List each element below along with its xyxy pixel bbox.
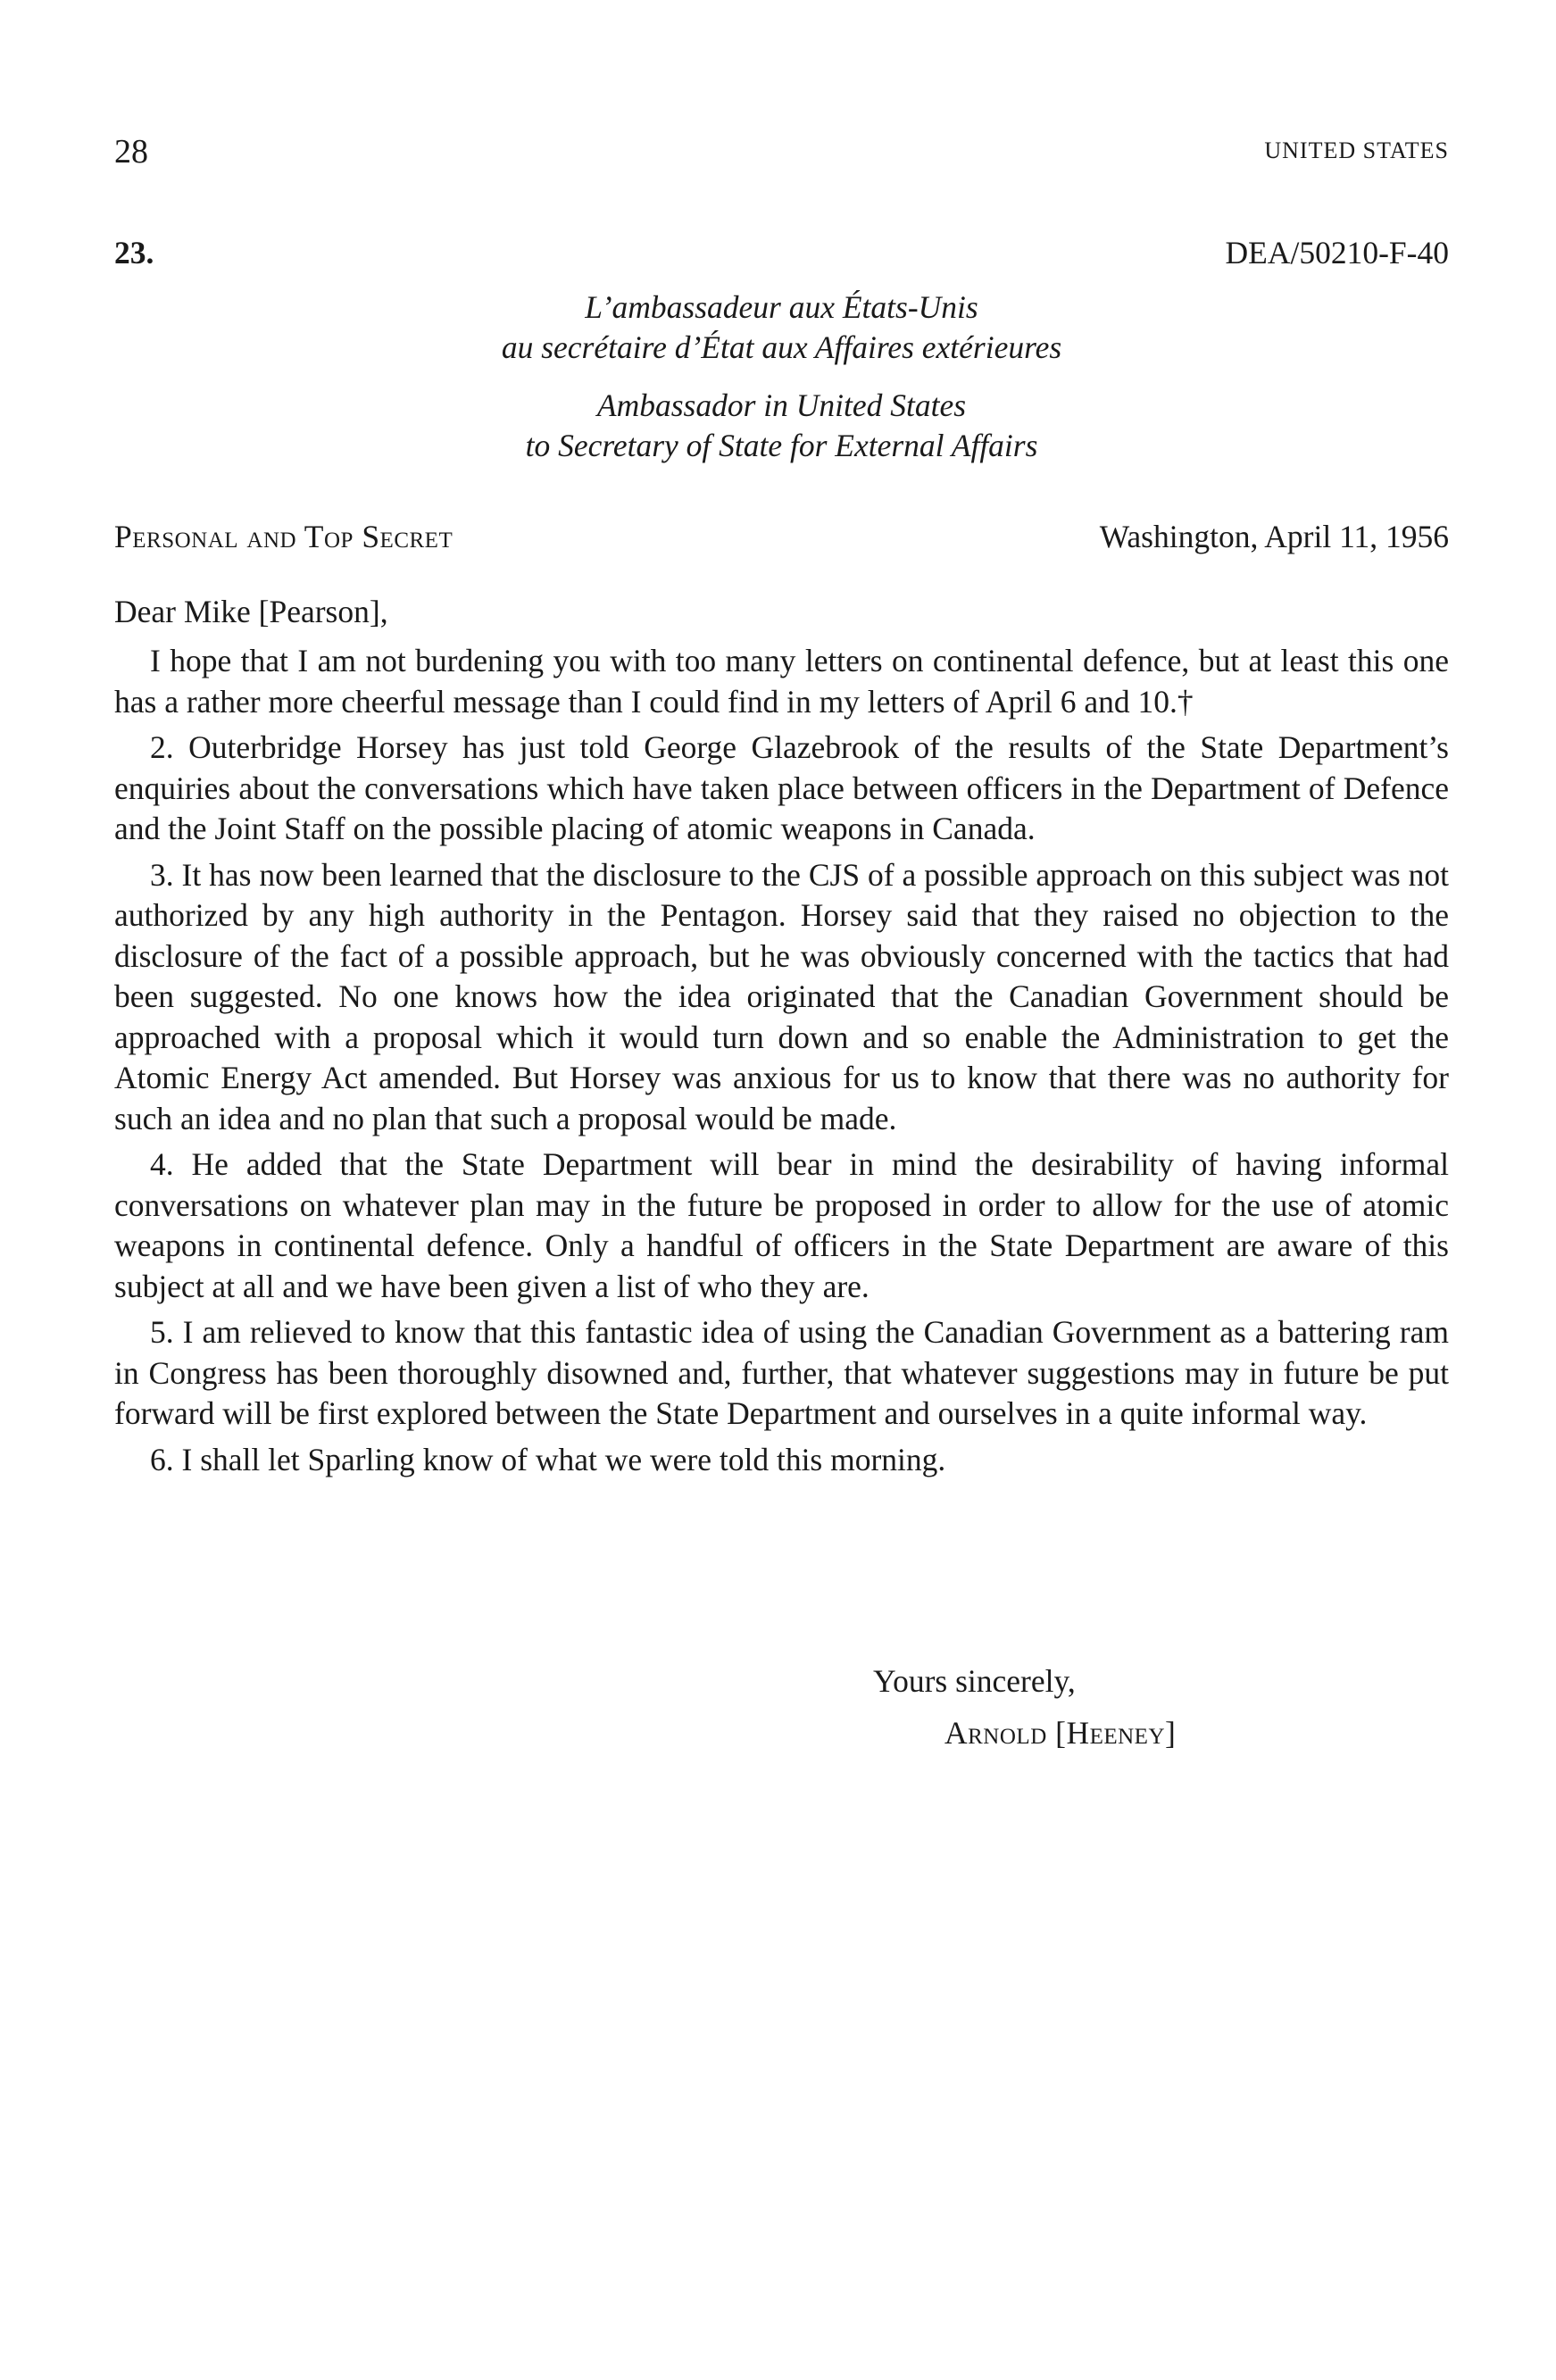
heading-english-line: Ambassador in United States [596, 387, 967, 423]
security-classification: Personal and Top Secret [114, 519, 453, 554]
complimentary-close: Yours sincerely, [873, 1663, 1076, 1699]
document-heading [114, 287, 1449, 466]
paragraph: 5. I am relieved to know that this fantastic idea of using the Canadian Government as a battering ram in Congress has been thoroughly disowned and, further, that whatever suggestions may in future be put forward will be first explored between the State Department and ourselves in a quite informal way. [114, 1314, 1449, 1431]
file-reference: DEA/50210-F-40 [1225, 235, 1449, 270]
document-number: 23. [114, 235, 154, 270]
heading-english [114, 386, 1449, 466]
heading-french-line: au secrétaire d’État aux Affaires extérieures [501, 329, 1062, 365]
heading-english-line: to Secretary of State for External Affairs [525, 428, 1038, 463]
classification-row [114, 518, 1449, 562]
paragraph: 4. He added that the State Department will bear in mind the desirability of having informal conversations on whatever plan may in the future be proposed in order to allow for the use of atomic weapons in continental defence. Only a handful of officers in the State Department are aware of this subject at all and we have been given a list of who they are. [114, 1146, 1449, 1304]
salutation: Dear Mike [Pearson], [114, 594, 388, 629]
paragraph: 2. Outerbridge Horsey has just told George Glazebrook of the results of the State Department’s enquiries about the conversations which have taken place between officers in the Department of Defence and the Joint Staff on the possible placing of atomic weapons in Canada. [114, 729, 1449, 846]
document-header [114, 234, 1449, 279]
running-head [114, 132, 1449, 177]
paragraph: 3. It has now been learned that the disclosure to the CJS of a possible approach on this subject was not authorized by any high authority in the Pentagon. Horsey said that they raised no objection to the disclosure of the fact of a possible approach, but he was obviously concerned with the tactics that had been suggested. No one knows how the idea originated that the Canadian Government should be approached with a proposal which it would turn down and so enable the Administration to get the Atomic Energy Act amended. But Horsey was anxious for us to know that there was no authority for such an idea and no plan that such a proposal would be made. [114, 856, 1449, 1136]
heading-french-line: L’ambassadeur aux États-Unis [585, 289, 978, 325]
paragraph: 6. I shall let Sparling know of what we were told this morning. [150, 1441, 946, 1477]
letter-body [114, 641, 1449, 1480]
dateline: Washington, April 11, 1956 [1099, 519, 1449, 554]
paragraph: I hope that I am not burdening you with too many letters on continental defence, but at least this one has a rather more cheerful message than I could find in my letters of April 6 and 10.† [114, 643, 1449, 720]
running-title: UNITED STATES [1264, 137, 1449, 163]
heading-french [114, 287, 1449, 368]
signature: Arnold [Heeney] [944, 1715, 1177, 1751]
page-number: 28 [114, 133, 148, 171]
